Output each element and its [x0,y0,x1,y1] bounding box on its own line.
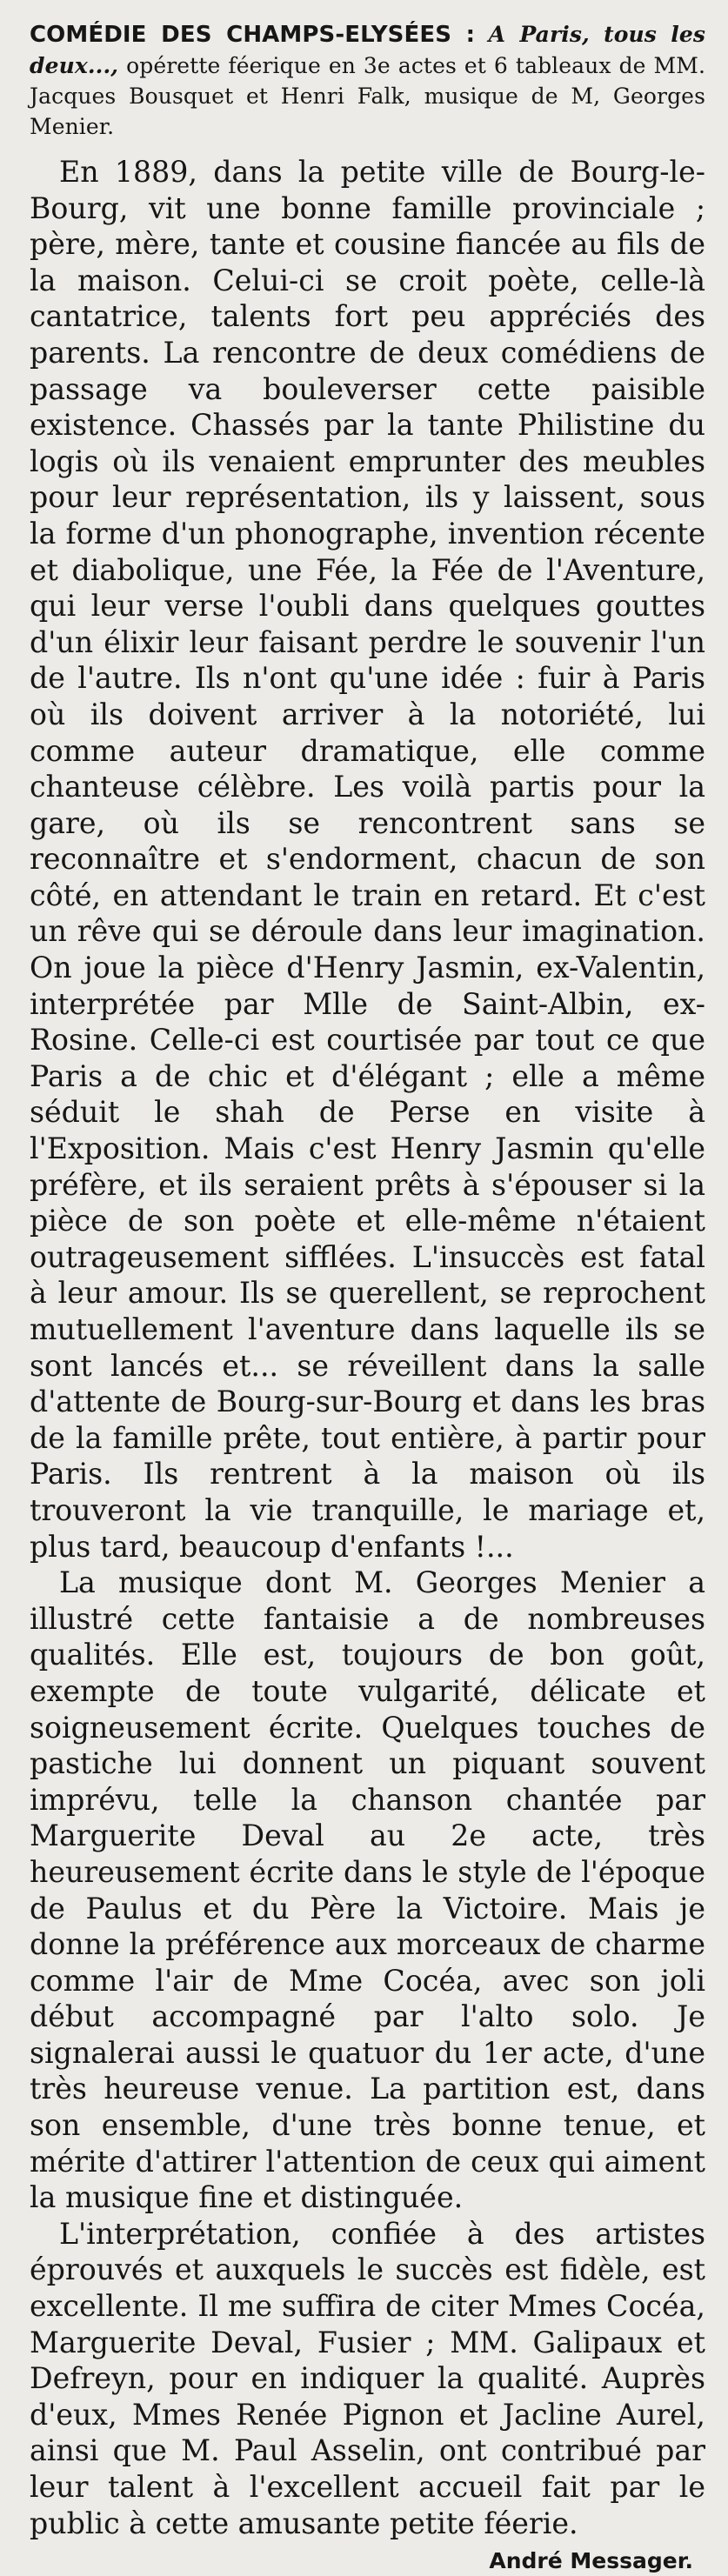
work-title: A Paris, tous les deux..., [30,22,706,78]
theatre-name: COMÉDIE DES CHAMPS-ELYSÉES : [30,22,476,48]
work-credits: opérette féerique en 3e actes et 6 tableaux de MM. Jacques Bousquet et Henri Falk, musique de M, Georges Menier. [30,53,705,139]
author-signature: André Messager. [489,2548,693,2574]
music-paragraph: La musique dont M. Georges Menier a illustré cette fantaisie a de nombreuses qualités. Elle est, toujours de bon goût, exempte de toute vulgarité, délicate et soigneusement écrite. Quelques touches de pastiche lui donnent un piquant souvent imprévu, telle la chanson chantée par Marguerite Deval au 2e acte, très heureusement écrite dans le style de l'époque de Paulus et du Père la Victoire. Mais je donne la préférence aux morceaux de charme comme l'air de Mme Cocéa, avec son joli début accompagné par l'alto solo. Je signalerai aussi le quatuor du 1er acte, d'une très heureuse venue. La partition est, dans son ensemble, d'une très bonne tenue, et mérite d'attirer l'attention de ceux qui aiment la musique fine et distinguée. [30,1565,705,2215]
synopsis-paragraph: En 1889, dans la petite ville de Bourg-le-Bourg, vit une bonne famille provinciale ; père, mère, tante et cousine fiancée au fils de la maison. Celui-ci se croit poète, celle-là cantatrice, talents fort peu appréciés des parents. La rencontre de deux comédiens de passage va bouleverser cette paisible existence. Chassés par la tante Philistine du logis où ils venaient emprunter des meubles pour leur représentation, ils y laissent, sous la forme d'un phonographe, invention récente et diabolique, une Fée, la Fée de l'Aventure, qui leur verse l'oubli dans quelques gouttes d'un élixir leur faisant perdre le souvenir l'un de l'autre. Ils n'ont qu'une idée : fuir à Paris où ils doivent arriver à la notoriété, lui comme auteur dramatique, elle comme chanteuse célèbre. Les voilà partis pour la gare, où ils se rencontrent sans se reconnaître et s'endorment, chacun de son côté, en attendant le train en retard. Et c'est un rêve qui se déroule dans leur imagination. On joue la pièce d'Henry Jasmin, ex-Valentin, interprétée par Mlle de Saint-Albin, ex-Rosine. Celle-ci est courtisée par tout ce que Paris a de chic et d'élégant ; elle a même séduit le shah de Perse en visite à l'Exposition. Mais c'est Henry Jasmin qu'elle préfère, et ils seraient prêts à s'épouser si la pièce de son poète et elle-même n'étaient outrageusement sifflées. L'insuccès est fatal à leur amour. Ils se querellent, se reprochent mutuellement l'aventure dans laquelle ils se sont lancés et... se réveillent dans la salle d'attente de Bourg-sur-Bourg et dans les bras de la famille prête, tout entière, à partir pour Paris. Ils rentrent à la maison où ils trouveront la vie tranquille, le mariage et, plus tard, beaucoup d'enfants !... [30,155,705,1564]
performance-paragraph: L'interprétation, confiée à des artistes éprouvés et auxquels le succès est fidèle, est excellente. Il me suffira de citer Mmes Cocéa, Marguerite Deval, Fusier ; MM. Galipaux et Defreyn, pour en indiquer la qualité. Auprès d'eux, Mmes Renée Pignon et Jacline Aurel, ainsi que M. Paul Asselin, ont contribué par leur talent à l'excellent accueil fait par le public à cette amusante petite féerie. [30,2216,705,2540]
review-header [30,19,705,142]
